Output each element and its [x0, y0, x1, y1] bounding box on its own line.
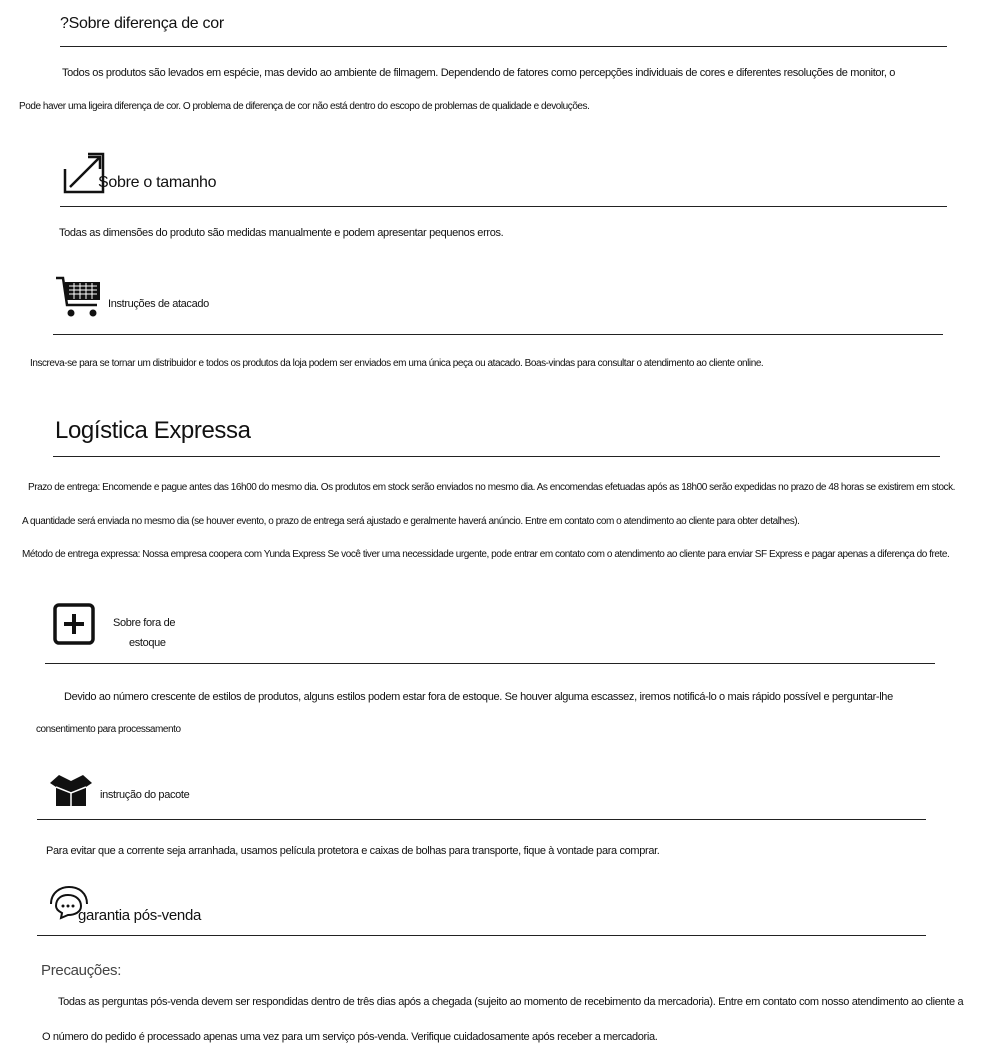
section-divider: [37, 935, 926, 936]
color-difference-title: ?Sobre diferença de cor: [60, 15, 224, 32]
section-divider: [60, 206, 947, 207]
precautions-subtitle: Precauções:: [41, 962, 122, 979]
wholesale-title: Instruções de atacado: [108, 298, 209, 310]
stock-title: estoque: [129, 637, 166, 649]
package-text: Para evitar que a corrente seja arranhada, usamos película protetora e caixas de bolhas para transporte, fique à vontade para comprar.: [46, 845, 660, 857]
size-title: Sobre o tamanho: [98, 174, 217, 191]
package-title: instrução do pacote: [100, 789, 190, 801]
plus-box-icon: [52, 602, 98, 646]
aftersale-title: garantia pós-venda: [78, 907, 202, 924]
logistics-text: Prazo de entrega: Encomende e pague antes das 16h00 do mesmo dia. Os produtos em stock serão enviados no mesmo dia. As encomendas efetuadas após as 18h00 serão expedidas no prazo de 48 horas se existirem em stock.: [28, 482, 955, 493]
shopping-cart-icon: [55, 275, 103, 319]
section-divider: [53, 456, 940, 457]
stock-text: consentimento para processamento: [36, 724, 181, 735]
size-text: Todas as dimensões do produto são medidas manualmente e podem apresentar pequenos erros.: [59, 227, 504, 239]
logistics-text: A quantidade será enviada no mesmo dia (se houver evento, o prazo de entrega será ajustado e geralmente haverá anúncio. Entre em contato com o atendimento ao cliente para obter detalhes).: [22, 516, 800, 527]
logistics-text: Método de entrega expressa: Nossa empresa coopera com Yunda Express Se você tiver uma necessidade urgente, pode entrar em contato com o atendimento ao cliente para enviar SF Express e pagar apenas a diferença do frete.: [22, 549, 950, 560]
aftersale-text: Todas as perguntas pós-venda devem ser respondidas dentro de três dias após a chegada (sujeito ao momento de recebimento da mercadoria). Entre em contato com nosso atendimento ao cliente a: [58, 996, 964, 1008]
color-difference-text: Pode haver uma ligeira diferença de cor. O problema de diferença de cor não está dentro do escopo de problemas de qualidade e devoluções.: [19, 101, 590, 112]
wholesale-text: Inscreva-se para se tornar um distribuidor e todos os produtos da loja podem ser enviados em uma única peça ou atacado. Boas-vindas para consultar o atendimento ao cliente online.: [30, 358, 764, 369]
aftersale-text: O número do pedido é processado apenas uma vez para um serviço pós-venda. Verifique cuidadosamente após receber a mercadoria.: [42, 1031, 658, 1043]
section-divider: [60, 46, 947, 47]
stock-text: Devido ao número crescente de estilos de produtos, alguns estilos podem estar fora de estoque. Se houver alguma escassez, iremos notificá-lo o mais rápido possível e perguntar-lhe: [64, 691, 893, 703]
section-divider: [45, 663, 935, 664]
logistics-title: Logística Expressa: [55, 417, 251, 444]
stock-title: Sobre fora de: [113, 617, 176, 629]
section-divider: [53, 334, 943, 335]
section-divider: [37, 819, 926, 820]
color-difference-text: Todos os produtos são levados em espécie, mas devido ao ambiente de filmagem. Dependendo de fatores como percepções individuais de cores e diferentes resoluções de monitor, o: [62, 67, 896, 79]
open-box-icon: [47, 773, 95, 809]
